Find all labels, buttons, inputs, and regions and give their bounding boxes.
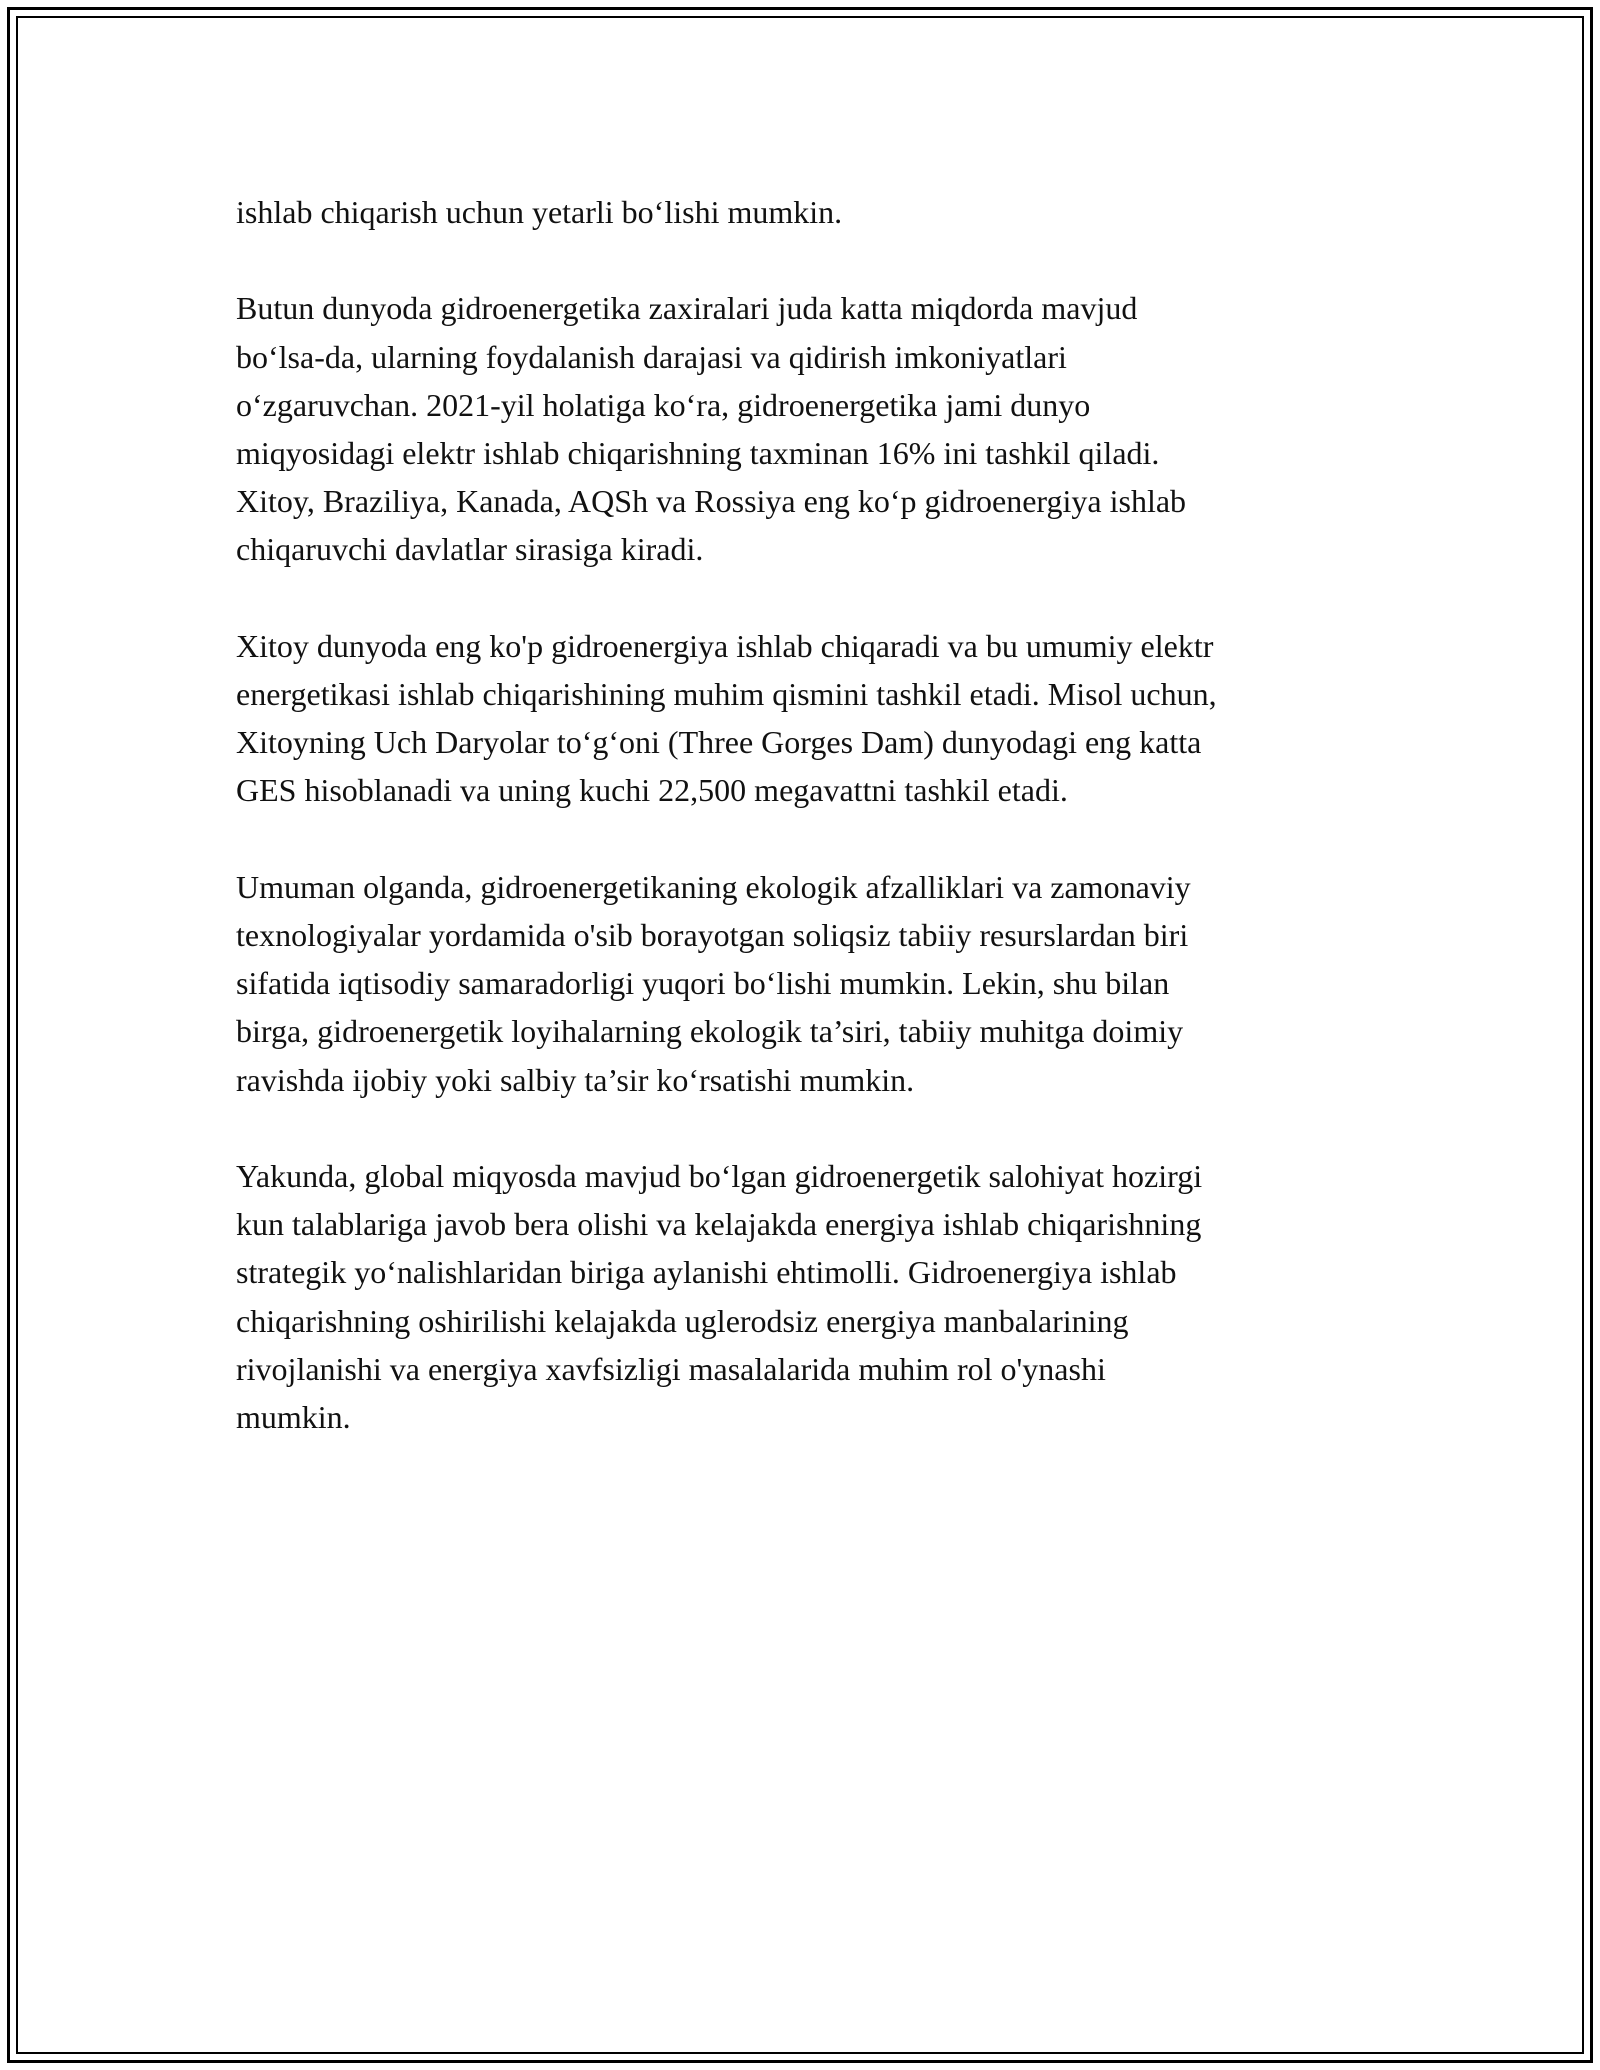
paragraph-1: ishlab chiqarish uchun yetarli bo‘lishi mumkin. — [236, 194, 843, 230]
paragraph-4: Umuman olganda, gidroenergetikaning ekologik afzalliklari va zamonaviy texnologiyalar yordamida o'sib borayotgan soliqsiz tabiiy resurslardan biri sifatida iqtisodiy samaradorligi yuqori bo‘lishi mumkin. Lekin, shu bilan birga, gidroenergetik loyihalarning ekologik ta’siri, tabiiy muhitga doimiy ravishda ijobiy yoki salbiy ta’sir ko‘rsatishi mumkin. — [236, 868, 1191, 1098]
paragraph-5: Yakunda, global miqyosda mavjud bo‘lgan gidroenergetik salohiyat hozirgi kun talablariga javob bera olishi va kelajakda energiya ishlab chiqarishning strategik yo‘nalishlaridan biriga aylanishi ehtimolli. Gidroenergiya ishlab chiqarishning oshirilishi kelajakda uglerodsiz energiya manbalarining rivojlanishi va energiya xavfsizligi masalalarida muhim rol o'ynashi mumkin. — [236, 1158, 1203, 1436]
paragraph-2: Butun dunyoda gidroenergetika zaxiralari juda katta miqdorda mavjud bo‘lsa-da, ularning foydalanish darajasi va qidirish imkoniyatlari o‘zgaruvchan. 2021-yil holatiga ko‘ra, gidroenergetika jami dunyo miqyosidagi elektr ishlab chiqarishning taxminan 16% ini tashkil qiladi. Xitoy, Braziliya, Kanada, AQSh va Rossiya eng ko‘p gidroenergiya ishlab chiqaruvchi davlatlar sirasiga kiradi. — [236, 290, 1187, 568]
document-body — [236, 188, 1416, 1489]
paragraph-3: Xitoy dunyoda eng ko'p gidroenergiya ishlab chiqaradi va bu umumiy elektr energetikasi ishlab chiqarishining muhim qismini tashkil etadi. Misol uchun, Xitoyning Uch Daryolar to‘g‘oni (Three Gorges Dam) dunyodagi eng katta GES hisoblanadi va uning kuchi 22,500 megavattni tashkil etadi. — [236, 627, 1217, 809]
